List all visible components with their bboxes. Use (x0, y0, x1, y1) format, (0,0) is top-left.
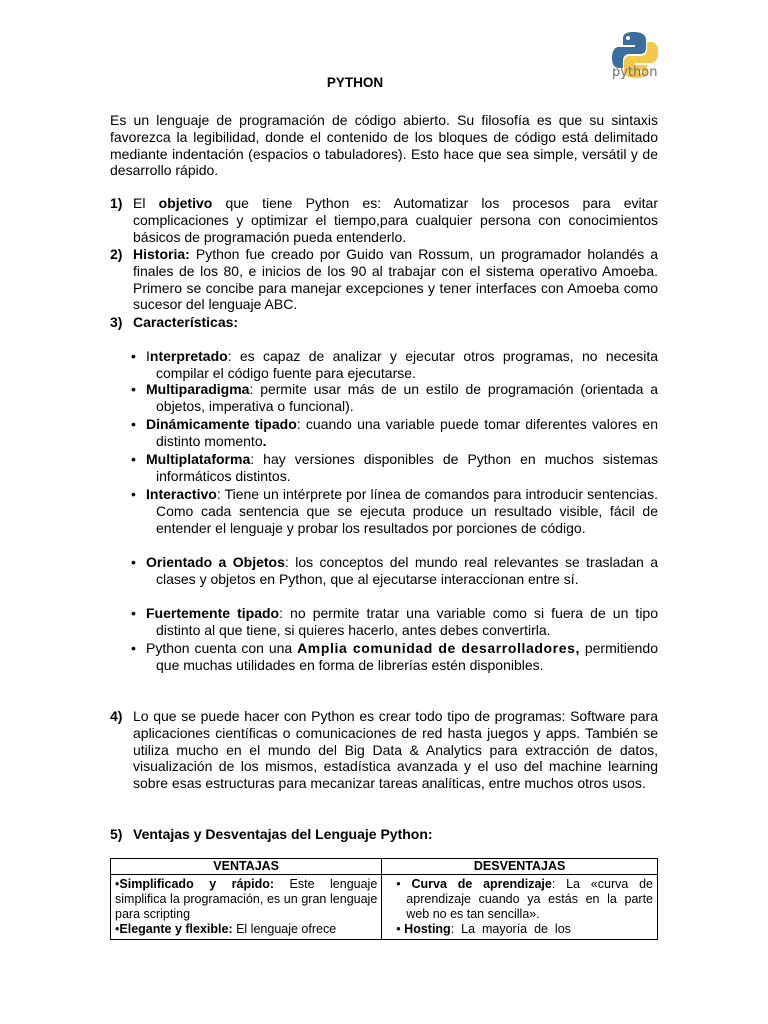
ventaja-item: •Simplificado y rápido: Este lenguaje simplifica la programación, es un gran lenguaje para scripting (115, 877, 378, 921)
bullet-symbol: • (131, 640, 136, 656)
item-objetivo: El objetivo que tiene Python es: Automatizar los procesos para evitar complicaciones y optimizar el tiempo,para cualquier persona con conocimientos básicos de programación pueda entenderlo. (133, 195, 658, 245)
bullet-symbol: • (131, 605, 136, 621)
bullet-symbol: • (131, 486, 136, 502)
item-ventajas-desventajas: Ventajas y Desventajas del Lenguaje Python: (133, 826, 433, 842)
bullet-symbol: • (131, 381, 136, 397)
item-usos: Lo que se puede hacer con Python es crear todo tipo de programas: Software para aplicaciones científicas o comunicaciones de red hasta juegos y apps. También se utiliza mucho en el mundo del Big Data & Analytics para extracción de datos, visualización de los mismos, estadística avanzada y el uso del machine learning sobre esas estructuras para mecanizar tareas analíticas, entre muchos otros usos. (133, 708, 658, 792)
bullet-symbol: • (131, 416, 136, 432)
bullet-interpretado: Interpretado: es capaz de analizar y ejecutar otros programas, no necesita compilar el código fuente para ejecutarse. (146, 348, 658, 381)
item-number: 1) (110, 195, 123, 211)
intro-paragraph: Es un lenguaje de programación de código abierto. Su filosofía es que su sintaxis favorezca la legibilidad, donde el contenido de los bloques de código está delimitado mediante indentación (espacios o tabuladores). Esto hace que sea simple, versátil y de desarrollo rápido. (110, 112, 658, 179)
item-number: 3) (110, 314, 123, 330)
item-historia: Historia: Python fue creado por Guido van Rossum, un programador holandés a finales de los 80, e inicios de los 90 al trabajar con el sistema operativo Amoeba. Primero se concibe para manejar excepciones y tener interfaces con Amoeba como sucesor del lenguaje ABC. (133, 246, 658, 313)
item-number: 2) (110, 246, 123, 262)
table-header-ventajas: VENTAJAS (111, 859, 382, 875)
desventaja-item: • Curva de aprendizaje: La «curva de aprendizaje cuando ya estás en la parte web no es tan sencilla». (396, 877, 653, 921)
ventajas-desventajas-table (110, 858, 658, 940)
bullet-comunidad: Python cuenta con una Amplia comunidad de desarrolladores, permitiendo que muchas utilidades en forma de librerías estén disponibles. (146, 640, 659, 673)
bullet-fuertemente-tipado: Fuertemente tipado: no permite tratar una variable como si fuera de un tipo distinto al que tiene, si quieres hacerlo, antes debes convertirla. (146, 605, 659, 638)
logo-wordmark: python (612, 65, 658, 80)
table-header-desventajas: DESVENTAJAS (382, 859, 658, 875)
desventaja-item: • Hosting: La mayoría de los (396, 922, 571, 936)
bullet-dinamicamente-tipado: Dinámicamente tipado: cuando una variable puede tomar diferentes valores en distinto momento. (146, 416, 658, 449)
bullet-symbol: • (131, 554, 136, 570)
bullet-symbol: • (131, 451, 136, 467)
table-cell-ventajas (111, 875, 382, 940)
table-cell-desventajas (382, 875, 658, 940)
bullet-multiplataforma: Multiplataforma: hay versiones disponibles de Python en muchos sistemas informáticos distintos. (146, 451, 658, 484)
ventaja-item: •Elegante y flexible: El lenguaje ofrece (115, 922, 337, 936)
bullet-multiparadigma: Multiparadigma: permite usar más de un estilo de programación (orientada a objetos, imperativa o funcional). (146, 381, 658, 414)
item-number: 4) (110, 708, 123, 724)
page-title: PYTHON (326, 75, 384, 90)
bullet-symbol: • (131, 348, 136, 364)
bullet-interactivo: Interactivo: Tiene un intérprete por línea de comandos para introducir sentencias. Como cada sentencia que se ejecuta produce un resultado visible, fácil de entender el lenguaje y probar los resultados por porciones de código. (146, 486, 658, 536)
item-caracteristicas: Características: (133, 314, 239, 330)
item-number: 5) (110, 826, 123, 842)
bullet-orientado-objetos: Orientado a Objetos: los conceptos del mundo real relevantes se trasladan a clases y objetos en Python, que al ejecutarse interaccionan entre sí. (146, 554, 658, 587)
